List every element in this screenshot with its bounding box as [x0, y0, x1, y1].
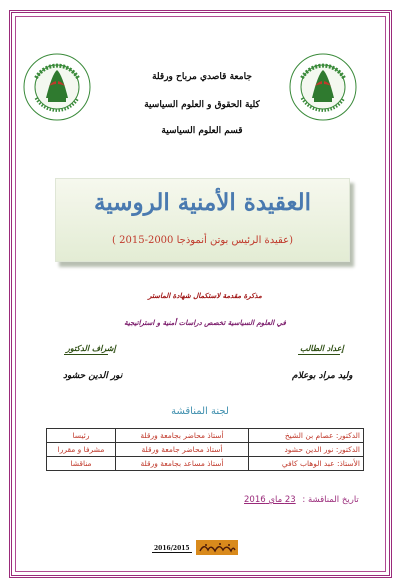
memo-purpose: مذكرة مقدمة لاستكمال شهادة الماستر — [148, 291, 262, 300]
discussion-date-label: تاريخ المناقشة : — [302, 495, 359, 505]
table-row — [47, 443, 364, 457]
memo-specialty: في العلوم السياسية تخصص دراسات أمنية و استراتيجية — [124, 318, 286, 327]
committee-member-role: رئيسا — [47, 429, 116, 443]
committee-member-rank: أستاذ محاضر جامعة ورقلة — [116, 443, 249, 457]
student-label-underline — [298, 354, 340, 355]
university-seal-icon — [288, 52, 358, 122]
table-row — [47, 429, 364, 443]
committee-member-name: الدكتور: عصام بن الشيخ — [249, 429, 364, 443]
committee-member-role: مشرفا و مقررا — [47, 443, 116, 457]
university-seal-icon — [22, 52, 92, 122]
committee-member-role: مناقشا — [47, 457, 116, 471]
committee-member-rank: أستاذ مساعد بجامعة ورقلة — [116, 457, 249, 471]
supervisor-name: نور الدين حشود — [63, 371, 123, 381]
committee-title: لجنة المناقشة — [171, 406, 229, 417]
table-row — [47, 457, 364, 471]
department-name: قسم العلوم السياسية — [161, 126, 243, 136]
title-box — [55, 178, 350, 262]
thesis-subtitle: (عقيدة الرئيس بوتن أنموذجا 2000-2015 ) — [112, 235, 293, 246]
academic-year: 2016/2015 — [154, 545, 190, 552]
supervisor-label: إشراف الدكتور — [66, 343, 116, 353]
university-name: جامعة قاصدي مرباح ورقلة — [152, 72, 252, 82]
student-label: إعداد الطالب — [300, 343, 344, 353]
discussion-date-line — [244, 495, 359, 505]
discussion-date-value: 23 ماي 2016 — [244, 495, 296, 505]
calligraphy-stamp-icon — [196, 540, 238, 555]
committee-member-name: الأستاذ: عبد الوهاب كافي — [249, 457, 364, 471]
committee-member-name: الدكتور: نور الدين حشود — [249, 443, 364, 457]
supervisor-label-underline — [64, 354, 108, 355]
student-name: وليد مراد بوعلام — [292, 371, 353, 381]
committee-table — [46, 428, 364, 471]
thesis-title: العقيدة الأمنية الروسية — [94, 189, 311, 216]
faculty-name: كلية الحقوق و العلوم السياسية — [144, 100, 260, 110]
committee-member-rank: أستاذ محاضر بجامعة ورقلة — [116, 429, 249, 443]
